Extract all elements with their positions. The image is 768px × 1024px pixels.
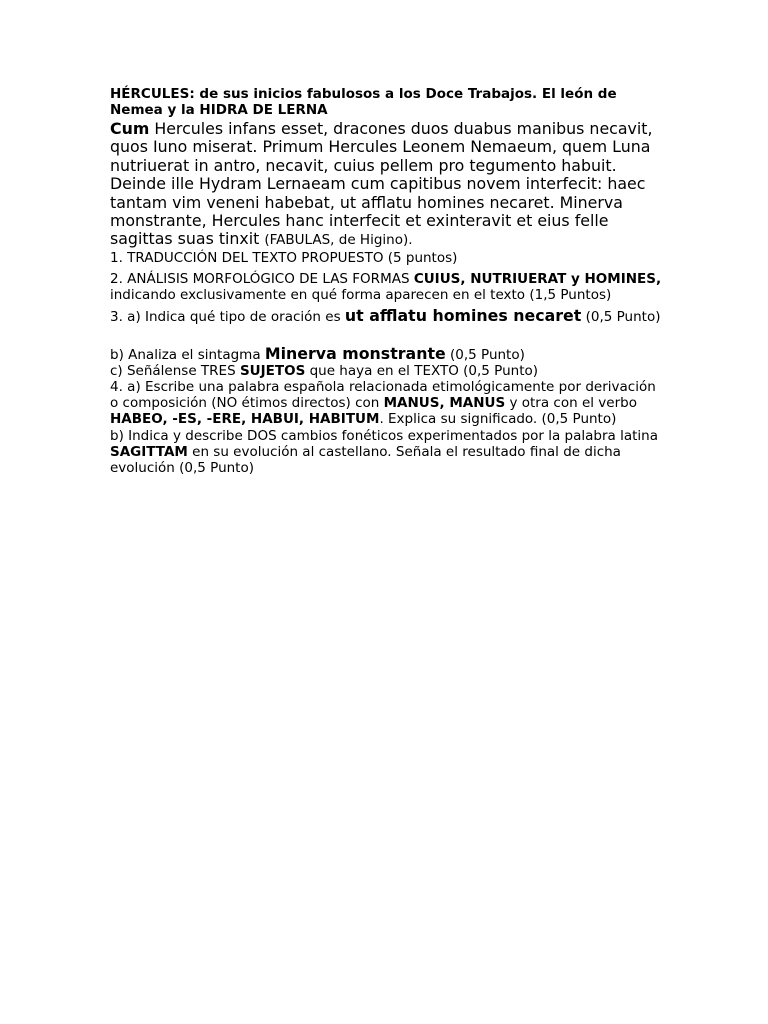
question-3b xyxy=(110,343,662,363)
question-4a xyxy=(110,379,662,428)
question-3b-text: b) Analiza el sintagma xyxy=(110,346,265,363)
question-4b-text: b) Indica y describe DOS cambios fonéticos experimentados por la palabra latina xyxy=(110,427,659,444)
question-3b-phrase: Minerva monstrante xyxy=(264,343,446,363)
latin-text-source: (FABULAS, de Higino). xyxy=(264,232,413,249)
latin-text xyxy=(110,120,662,250)
question-4a-points: . Explica su significado. (0,5 Punto) xyxy=(379,411,617,428)
question-3b-points: (0,5 Punto) xyxy=(445,346,525,363)
question-3a-text: 3. a) Indica qué tipo de oración es xyxy=(110,309,345,326)
question-2 xyxy=(110,271,662,303)
question-4b-word: SAGITTAM xyxy=(110,443,188,460)
question-3c-text: c) Señálense TRES xyxy=(110,362,240,379)
latin-text-lead: Cum xyxy=(110,119,150,138)
question-3a-phrase: ut afflatu homines necaret xyxy=(344,306,582,326)
question-2-text: 2. ANÁLISIS MORFOLÓGICO DE LAS FORMAS xyxy=(110,271,414,288)
question-4a-text: 4. a) Escribe una palabra española relacionada etimológicamente por derivación o composición (NO étimos directos) con xyxy=(110,379,656,412)
question-3c-keyword: SUJETOS xyxy=(239,362,306,379)
question-2-instructions: indicando exclusivamente en qué forma aparecen en el texto (1,5 Puntos) xyxy=(110,287,612,304)
question-3c-points: que haya en el TEXTO (0,5 Punto) xyxy=(305,362,539,379)
question-4a-mid: y otra con el verbo xyxy=(505,395,637,412)
question-2-forms: CUIUS, NUTRIUERAT y HOMINES, xyxy=(413,271,662,288)
document-title: HÉRCULES: de sus inicios fabulosos a los Doce Trabajos. El león de Nemea y la HIDRA DE LERNA xyxy=(110,86,617,118)
question-4b xyxy=(110,428,662,477)
latin-text-body: Hercules infans esset, dracones duos duabus manibus necavit, quos Iuno miserat. Primum Hercules Leonem Nemaeum, quem Luna nutriuerat in antro, necavit, cuius pellem pro tegumento habuit. Deinde ille Hydram Lernaeam cum capitibus novem interfecit: haec tantam vim veneni habebat, ut afflatu homines necaret. Minerva monstrante, Hercules hanc interfecit et exinteravit et eius felle sagittas suas tinxit xyxy=(110,119,653,249)
question-4a-word-2: HABEO, -ES, -ERE, HABUI, HABITUM xyxy=(110,411,380,428)
document-page xyxy=(110,86,662,476)
question-4a-word-1: MANUS, MANUS xyxy=(383,395,506,412)
question-3a xyxy=(110,308,662,325)
question-3a-points: (0,5 Punto) xyxy=(581,309,661,326)
question-4b-points: en su evolución al castellano. Señala el resultado final de dicha evolución (0,5 Punto) xyxy=(110,443,621,477)
question-3c xyxy=(110,363,662,379)
question-1: 1. TRADUCCIÓN DEL TEXTO PROPUESTO (5 puntos) xyxy=(110,249,458,266)
